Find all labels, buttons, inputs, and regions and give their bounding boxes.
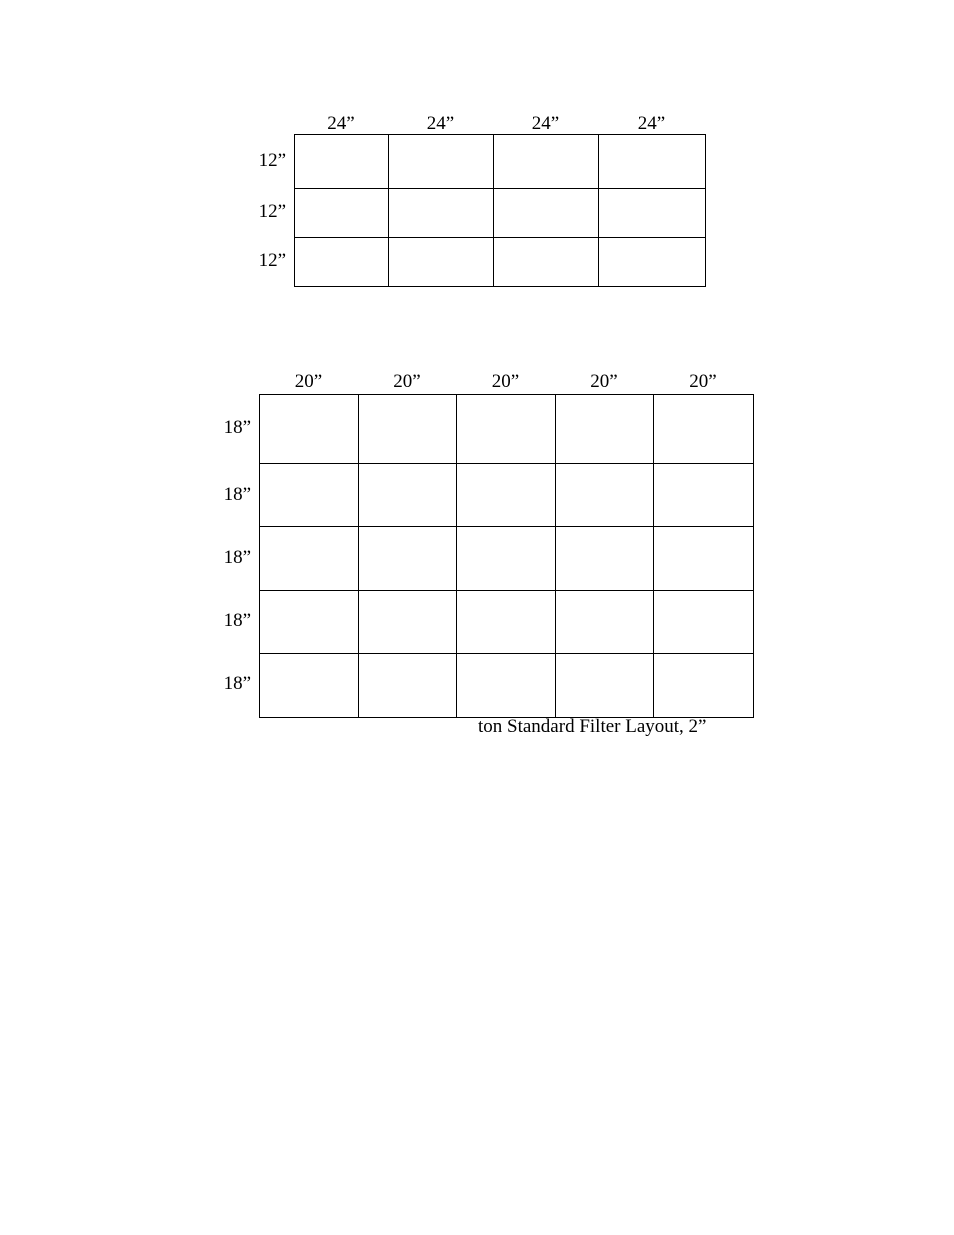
column-label: 20” — [491, 371, 520, 392]
grid-cell — [359, 527, 457, 591]
grid-row — [260, 591, 754, 654]
grid-cell — [556, 591, 654, 654]
grid-cell — [556, 527, 654, 591]
row-label: 18” — [223, 547, 251, 568]
grid-a-table — [294, 134, 706, 287]
row-label: 18” — [223, 610, 251, 631]
grid-cell — [494, 238, 599, 287]
column-label: 24” — [531, 113, 560, 134]
grid-cell — [556, 464, 654, 527]
grid-cell — [260, 591, 359, 654]
grid-cell — [457, 527, 556, 591]
grid-cell — [359, 591, 457, 654]
grid-cell — [654, 591, 754, 654]
grid-cell — [556, 654, 654, 718]
grid-cell — [654, 395, 754, 464]
grid-row — [260, 395, 754, 464]
grid-cell — [457, 591, 556, 654]
grid-cell — [295, 238, 389, 287]
grid-cell — [260, 654, 359, 718]
grid-cell — [295, 189, 389, 238]
grid-cell — [457, 464, 556, 527]
row-label: 12” — [258, 250, 286, 271]
grid-cell — [389, 238, 494, 287]
grid-cell — [389, 189, 494, 238]
grid-cell — [654, 527, 754, 591]
row-label: 12” — [258, 201, 286, 222]
column-label: 24” — [426, 113, 455, 134]
column-label: 20” — [689, 371, 717, 392]
grid-cell — [494, 189, 599, 238]
grid-cell — [457, 395, 556, 464]
grid-row — [260, 464, 754, 527]
grid-row — [260, 654, 754, 718]
grid-cell — [389, 135, 494, 189]
grid-cell — [494, 135, 599, 189]
grid-cell — [457, 654, 556, 718]
row-label: 12” — [258, 150, 286, 171]
column-label: 24” — [637, 113, 666, 134]
grid-row — [295, 189, 706, 238]
column-label: 24” — [327, 113, 355, 134]
column-label: 20” — [393, 371, 421, 392]
grid-cell — [599, 238, 706, 287]
grid-row — [295, 238, 706, 287]
grid-cell — [599, 135, 706, 189]
diagram-caption: ton Standard Filter Layout, 2” — [478, 716, 707, 737]
grid-cell — [359, 464, 457, 527]
grid-row — [295, 135, 706, 189]
grid-row — [260, 527, 754, 591]
grid-cell — [260, 464, 359, 527]
grid-cell — [556, 395, 654, 464]
grid-cell — [295, 135, 389, 189]
row-label: 18” — [223, 673, 251, 694]
grid-cell — [654, 464, 754, 527]
grid-cell — [359, 395, 457, 464]
column-label: 20” — [590, 371, 618, 392]
grid-cell — [599, 189, 706, 238]
row-label: 18” — [223, 417, 251, 438]
grid-cell — [359, 654, 457, 718]
grid-cell — [260, 527, 359, 591]
column-label: 20” — [294, 371, 323, 392]
grid-cell — [260, 395, 359, 464]
grid-b-table — [259, 394, 754, 718]
row-label: 18” — [223, 484, 251, 505]
grid-cell — [654, 654, 754, 718]
